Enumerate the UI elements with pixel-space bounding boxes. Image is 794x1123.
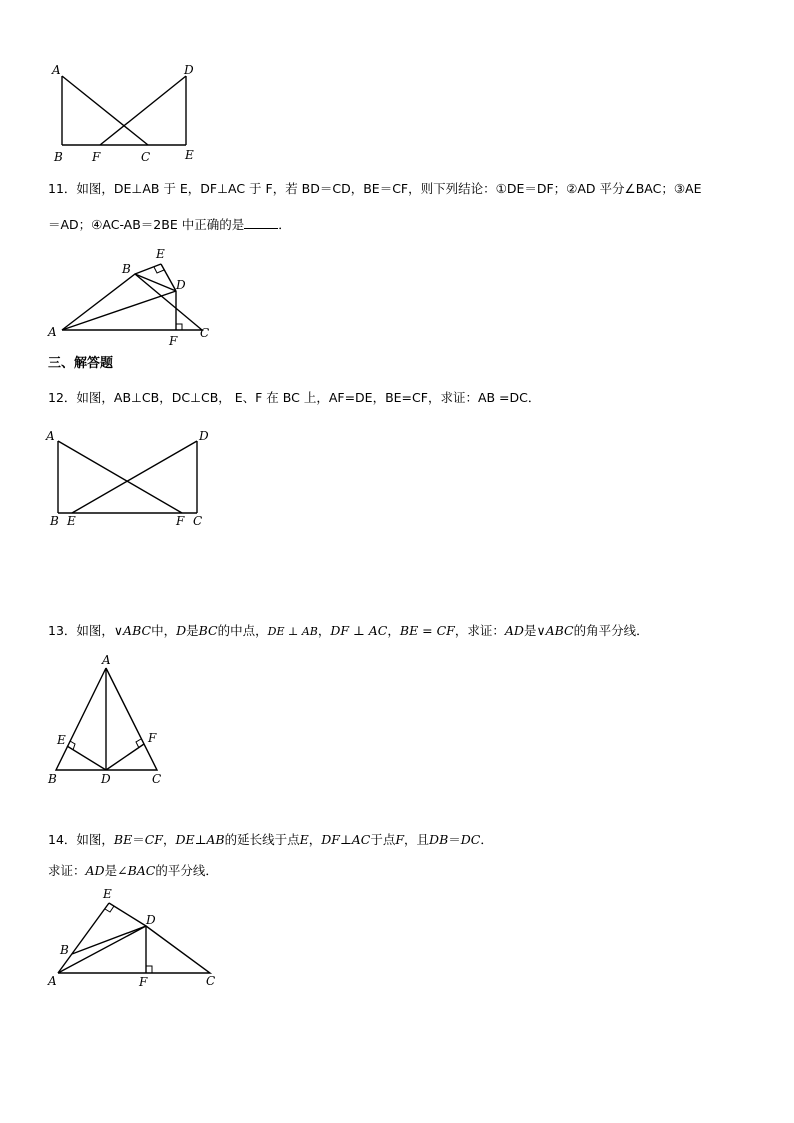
q14-angle-bac: ∠BAC bbox=[117, 863, 156, 878]
label-c: C bbox=[141, 150, 151, 164]
label-c: C bbox=[193, 514, 203, 528]
q13-triangle: ∨ABC bbox=[113, 623, 152, 638]
label-a: A bbox=[52, 63, 61, 77]
label-d: D bbox=[176, 278, 186, 292]
label-f: F bbox=[169, 334, 178, 348]
q14-dc: DC bbox=[460, 832, 481, 847]
label-c: C bbox=[152, 772, 162, 786]
segment-ae bbox=[58, 903, 109, 973]
q13-sep1: ， bbox=[317, 623, 331, 638]
q14-s4: 于点 bbox=[370, 832, 396, 847]
q14-eq1: ＝ bbox=[132, 832, 145, 847]
q13-bc: BC bbox=[198, 623, 218, 638]
q14-ad: AD bbox=[85, 863, 105, 878]
right-angle-f bbox=[146, 966, 152, 973]
q13-t6: 的角平分线． bbox=[573, 623, 649, 638]
label-e: E bbox=[185, 148, 194, 162]
label-a: A bbox=[48, 325, 57, 339]
label-d: D bbox=[199, 429, 209, 443]
q14-be: BE bbox=[113, 832, 133, 847]
label-b: B bbox=[48, 772, 57, 786]
section-title: 三、解答题 bbox=[48, 356, 114, 371]
segment-bd bbox=[135, 274, 176, 291]
label-a: A bbox=[48, 974, 57, 988]
label-e: E bbox=[156, 247, 165, 261]
q14-bisector: 的平分线． bbox=[155, 863, 218, 878]
q14-s2: 的延长线于点 bbox=[224, 832, 300, 847]
q14-eq2: ＝ bbox=[448, 832, 461, 847]
segment-bd bbox=[72, 926, 146, 954]
segment-ac bbox=[62, 76, 148, 145]
segment-ed bbox=[109, 903, 146, 926]
q14-line2 bbox=[48, 862, 218, 880]
q14-is: 是 bbox=[104, 863, 118, 878]
segment-af bbox=[58, 441, 182, 513]
label-a: A bbox=[102, 653, 111, 667]
q14-de-ab: DE⊥AB bbox=[175, 832, 225, 847]
q14-f: F bbox=[395, 832, 405, 847]
label-d: D bbox=[184, 63, 194, 77]
label-c: C bbox=[200, 326, 210, 340]
label-b: B bbox=[54, 150, 63, 164]
q13-cond1: DE ⊥ AB bbox=[267, 625, 318, 638]
q13-num: 13．如图， bbox=[48, 623, 114, 638]
label-a: A bbox=[46, 429, 55, 443]
segment-df bbox=[106, 744, 144, 770]
label-e: E bbox=[103, 887, 112, 901]
label-e: E bbox=[67, 514, 76, 528]
label-b: B bbox=[122, 262, 131, 276]
q14-df-ac: DF⊥AC bbox=[321, 832, 371, 847]
figure-q13 bbox=[40, 652, 180, 792]
q13-text bbox=[48, 622, 649, 641]
q12-text: 12．如图，AB⊥CB，DC⊥CB， E、F 在 BC 上，AF=DE，BE=CF，求证：AB =DC． bbox=[48, 390, 541, 405]
figure-q14 bbox=[40, 884, 230, 994]
q14-num: 14．如图， bbox=[48, 832, 114, 847]
label-b: B bbox=[60, 943, 69, 957]
figure-top bbox=[40, 56, 210, 168]
q14-s1: ， bbox=[162, 832, 176, 847]
label-e: E bbox=[57, 733, 66, 747]
q14-s6: ． bbox=[480, 832, 493, 847]
q14-e: E bbox=[299, 832, 309, 847]
label-f: F bbox=[176, 514, 185, 528]
q11-line2-end: ． bbox=[278, 217, 291, 232]
q11-line2 bbox=[48, 216, 291, 234]
label-f: F bbox=[92, 150, 101, 164]
q14-line1 bbox=[48, 831, 493, 849]
label-c: C bbox=[206, 974, 216, 988]
figure-q11 bbox=[40, 244, 230, 349]
q13-ad: AD bbox=[504, 623, 524, 638]
figure-q12 bbox=[40, 424, 220, 534]
q13-t4: ，求证： bbox=[454, 623, 505, 638]
q14-db: DB bbox=[429, 832, 449, 847]
q13-t2: 是 bbox=[186, 623, 199, 638]
q14-s3: ， bbox=[308, 832, 322, 847]
label-d: D bbox=[101, 772, 111, 786]
q13-cond3: BE = CF bbox=[399, 623, 455, 638]
label-d: D bbox=[146, 913, 156, 927]
segment-de bbox=[72, 441, 197, 513]
label-f: F bbox=[148, 731, 157, 745]
q13-sep2: ， bbox=[387, 623, 400, 638]
right-angle-f bbox=[176, 324, 182, 330]
label-f: F bbox=[139, 975, 148, 989]
segment-df bbox=[100, 76, 186, 145]
q14-cf: CF bbox=[144, 832, 163, 847]
q13-triangle-2: ∨ABC bbox=[536, 623, 574, 638]
q14-s5: ，且 bbox=[404, 832, 430, 847]
q13-t1: 中， bbox=[151, 623, 177, 638]
q13-t3: 的中点， bbox=[217, 623, 268, 638]
segment-ed bbox=[161, 264, 176, 291]
segment-ad bbox=[62, 291, 176, 330]
q13-d: D bbox=[176, 623, 187, 638]
q13-cond2: DF ⊥ AC bbox=[330, 623, 388, 638]
triangle-adc bbox=[58, 926, 210, 973]
label-b: B bbox=[50, 514, 59, 528]
q14-prove: 求证： bbox=[48, 863, 86, 878]
answer-blank[interactable] bbox=[244, 216, 278, 229]
q11-line2-text: ＝AD；④AC-AB＝2BE 中正确的是 bbox=[48, 217, 245, 232]
q11-line1: 11．如图，DE⊥AB 于 E，DF⊥AC 于 F，若 BD＝CD，BE＝CF，则下列结论：①DE＝DF；②AD 平分∠BAC；③AE bbox=[48, 181, 702, 196]
q13-t5: 是 bbox=[523, 623, 537, 638]
